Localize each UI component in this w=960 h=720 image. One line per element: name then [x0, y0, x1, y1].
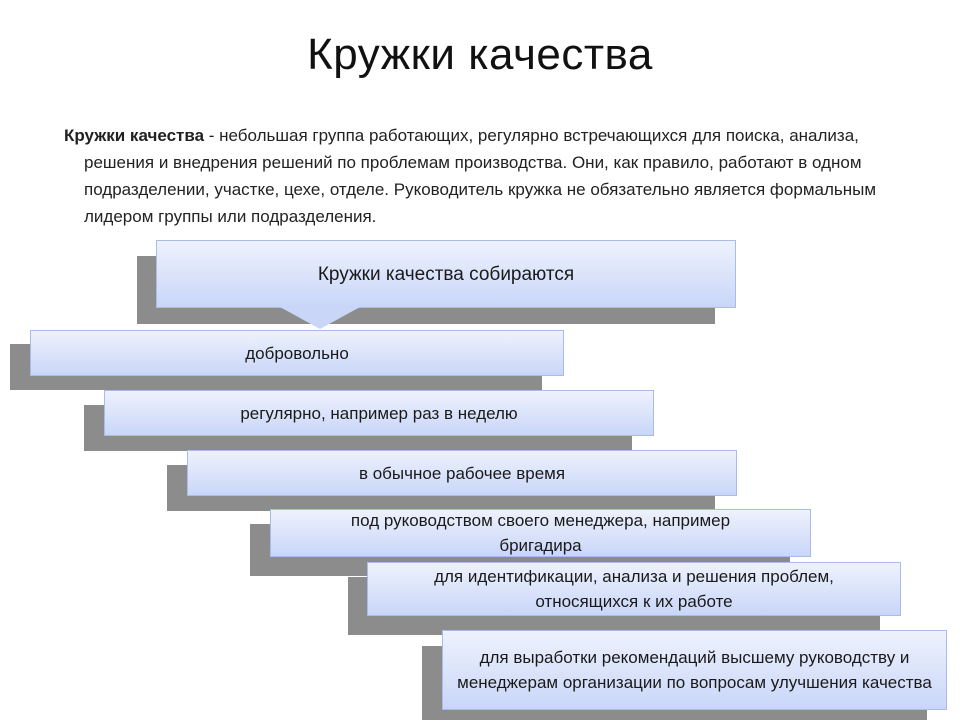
step-4-box: [270, 509, 811, 557]
definition-paragraph: [64, 122, 924, 230]
step-6-box: [442, 630, 947, 710]
step-2-label: регулярно, например раз в неделю: [240, 403, 518, 423]
step-4-label: под руководством своего менеджера, например бригадира: [350, 511, 731, 555]
slide-title: Кружки качества: [307, 30, 653, 79]
definition-text: - небольшая группа работающих, регулярно встречающихся для поиска, анализа, решения и внедрения решений по проблемам производства. Они, как правило, работают в одном подразделении, участке, цехе, отделе. Руководитель кружка не обязательно является формальным лидером группы или подразделения.: [84, 126, 877, 226]
header-box: [156, 240, 736, 308]
step-1-label: добровольно: [245, 343, 349, 363]
step-5-label: для идентификации, анализа и решения проблем, относящихся к их работе: [434, 567, 834, 611]
step-2-box: [104, 390, 654, 436]
header-box-label: Кружки качества собираются: [317, 263, 575, 285]
header-arrow: [280, 307, 360, 329]
step-3-label: в обычное рабочее время: [358, 463, 566, 483]
definition-term: Кружки качества: [64, 126, 205, 145]
step-3-box: [187, 450, 737, 496]
step-5-box: [367, 562, 901, 616]
step-1-box: [30, 330, 564, 376]
step-6-label: для выработки рекомендаций высшему руководству и менеджерам организации по вопросам улучшения качества: [457, 648, 932, 692]
